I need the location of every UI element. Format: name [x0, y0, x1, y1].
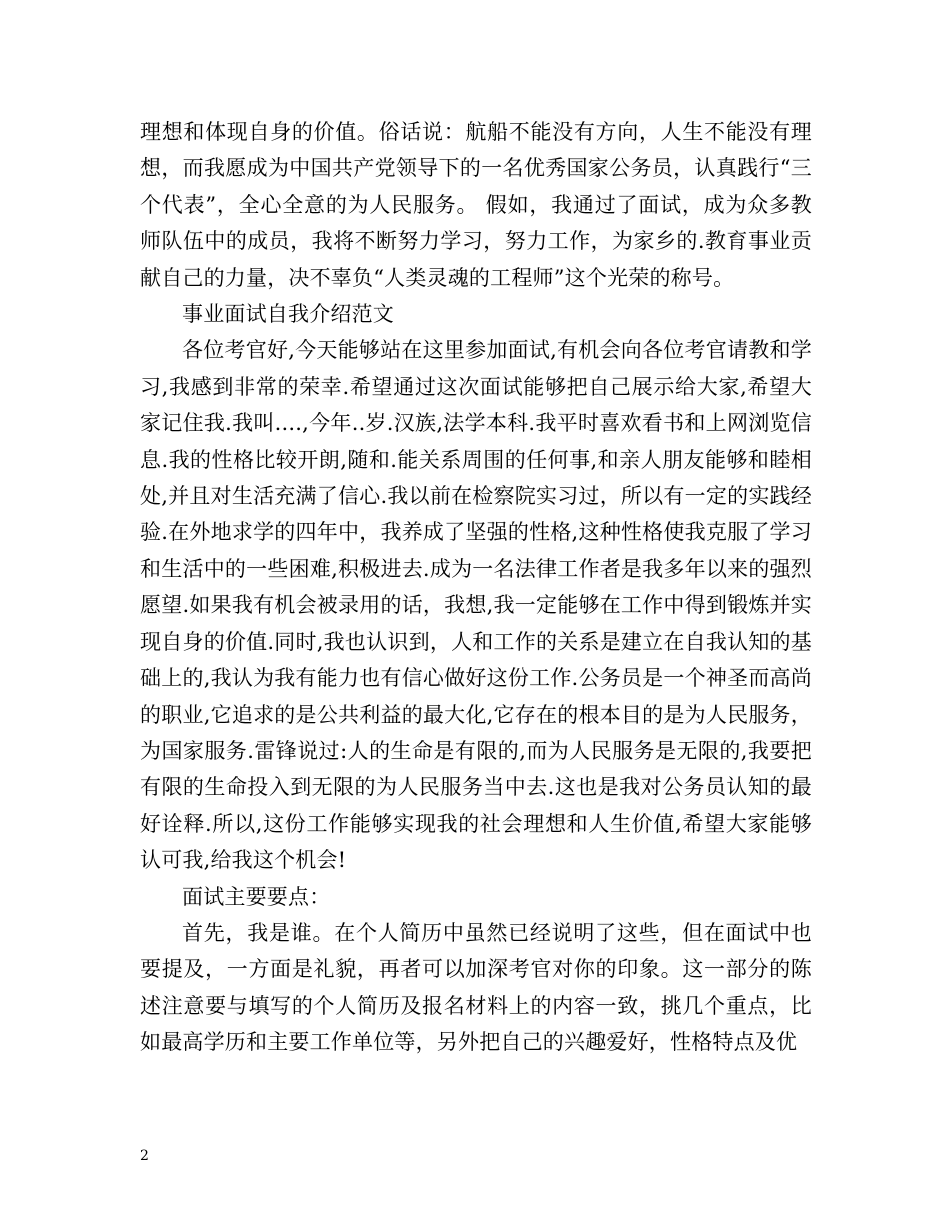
page-number: 2	[140, 1148, 149, 1164]
paragraph-self-introduction: 各位考官好,今天能够站在这里参加面试,有机会向各位考官请教和学习,我感到非常的荣幸.希望通过这次面试能够把自己展示给大家,希望大家记住我.我叫....,今年..岁.汉族,法学本科.我平时喜欢看书和上网浏览信息.我的性格比较开朗,随和.能关系周围的任何事,和亲人朋友能够和睦相处,并且对生活充满了信心.我以前在检察院实习过，所以有一定的实践经验.在外地求学的四年中，我养成了坚强的性格,这种性格使我克服了学习和生活中的一些困难,积极进去.成为一名法律工作者是我多年以来的强烈愿望.如果我有机会被录用的话，我想,我一定能够在工作中得到锻炼并实现自身的价值.同时,我也认识到，人和工作的关系是建立在自我认知的基础上的,我认为我有能力也有信心做好这份工作.公务员是一个神圣而高尚的职业,它追求的是公共利益的最大化,它存在的根本目的是为人民服务，为国家服务.雷锋说过:人的生命是有限的,而为人民服务是无限的,我要把有限的生命投入到无限的为人民服务当中去.这也是我对公务员认知的最好诠释.所以,这份工作能够实现我的社会理想和人生价值,希望大家能够认可我,给我这个机会!	[140, 338, 812, 873]
paragraph-continuation: 理想和体现自身的价值。俗话说：航船不能没有方向，人生不能没有理想，而我愿成为中国共产党领导下的一名优秀国家公务员，认真践行“三个代表”，全心全意的为人民服务。 假如，我通过了面试，成为众多教师队伍中的成员，我将不断努力学习，努力工作，为家乡的.教育事业贡献自己的力量，决不辜负“人类灵魂的工程师”这个光荣的称号。	[140, 120, 812, 290]
paragraph-interview-points: 首先，我是谁。在个人简历中虽然已经说明了这些，但在面试中也要提及，一方面是礼貌，再者可以加深考官对你的印象。这一部分的陈述注意要与填写的个人简历及报名材料上的内容一致，挑几个重点，比如最高学历和主要工作单位等，另外把自己的兴趣爱好，性格特点及优	[140, 920, 812, 1055]
section-heading-self-introduction: 事业面试自我介绍范文	[182, 302, 394, 327]
section-heading-interview-points: 面试主要要点：	[182, 884, 331, 909]
document-body	[140, 114, 812, 1061]
